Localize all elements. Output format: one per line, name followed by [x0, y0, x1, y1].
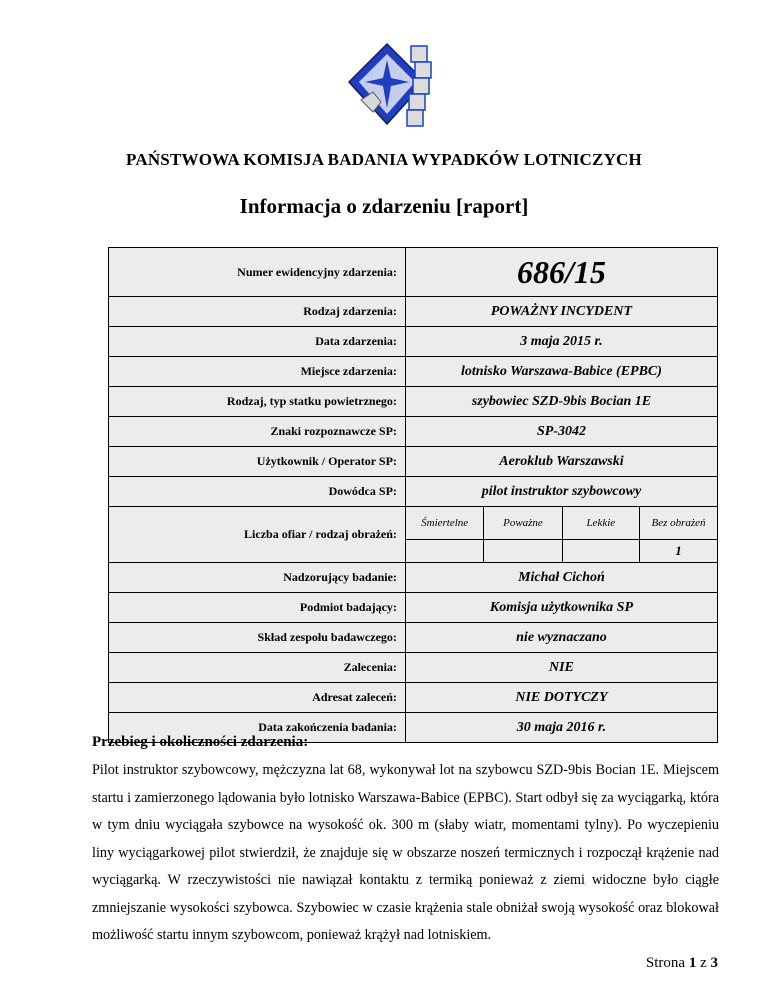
label-zalecenia: Zalecenia:	[109, 653, 406, 683]
label-dowodca: Dowódca SP:	[109, 477, 406, 507]
row-dowodca	[109, 477, 718, 507]
value-rodzaj: POWAŻNY INCYDENT	[405, 297, 717, 327]
row-statek	[109, 387, 718, 417]
injury-col-none: Bez obrażeń	[640, 507, 718, 540]
row-zalecenia	[109, 653, 718, 683]
injury-val-none: 1	[640, 540, 718, 563]
footer-total: 3	[710, 955, 718, 971]
value-statek: szybowiec SZD-9bis Bocian 1E	[405, 387, 717, 417]
injury-val-fatal	[405, 540, 484, 563]
row-znaki	[109, 417, 718, 447]
page-footer	[646, 955, 718, 972]
value-znaki: SP-3042	[405, 417, 717, 447]
label-uzytkownik: Użytkownik / Operator SP:	[109, 447, 406, 477]
value-adresat: NIE DOTYCZY	[405, 683, 717, 713]
label-rodzaj: Rodzaj zdarzenia:	[109, 297, 406, 327]
label-zakonczenie: Data zakończenia badania:	[109, 713, 406, 743]
row-ofiary-headers	[109, 507, 718, 540]
label-sklad: Skład zespołu badawczego:	[109, 623, 406, 653]
injury-col-minor: Lekkie	[562, 507, 640, 540]
footer-separator: z	[700, 955, 707, 971]
row-adresat	[109, 683, 718, 713]
value-uzytkownik: Aeroklub Warszawski	[405, 447, 717, 477]
section-body: Pilot instruktor szybowcowy, mężczyzna lat 68, wykonywał lot na szybowcu SZD-9bis Bocian 1E. Miejscem startu i zamierzonego lądowania było lotnisko Warszawa-Babice (EPBC). Start odbył się za wyciągarką, która w tym dniu wyciągała szybowce na wysokość ok. 300 m (słaby wiatr, momentami tylny). Po wyczepieniu liny wyciągarkowej pilot stwierdził, że znajduje się w obszarze noszeń termicznych i rozpoczął krążenie nad wyciągarką. W rzeczywistości nie nawiązał kontaktu z termiką ponieważ z ziemi widoczne było ciągłe zmniejszanie wysokości szybowca. Szybowiec w czasie krążenia stale obniżał swoją wysokość oraz blokował możliwość startu innym szybowcom, ponieważ krążył nad lotniskiem.	[92, 762, 719, 943]
label-podmiot: Podmiot badający:	[109, 593, 406, 623]
label-nadzorujacy: Nadzorujący badanie:	[109, 563, 406, 593]
label-znaki: Znaki rozpoznawcze SP:	[109, 417, 406, 447]
row-numer	[109, 248, 718, 297]
label-ofiary: Liczba ofiar / rodzaj obrażeń:	[109, 507, 406, 563]
row-miejsce	[109, 357, 718, 387]
row-rodzaj	[109, 297, 718, 327]
section-heading: Przebieg i okoliczności zdarzenia:	[92, 734, 309, 750]
footer-prefix: Strona	[645, 955, 686, 971]
value-sklad: nie wyznaczano	[405, 623, 717, 653]
injury-val-minor	[562, 540, 640, 563]
label-miejsce: Miejsce zdarzenia:	[109, 357, 406, 387]
pkbwl-logo	[347, 42, 447, 132]
value-data: 3 maja 2015 r.	[405, 327, 717, 357]
document-title: Informacja o zdarzeniu [raport]	[239, 194, 529, 218]
row-uzytkownik	[109, 447, 718, 477]
value-miejsce: lotnisko Warszawa-Babice (EPBC)	[405, 357, 717, 387]
injury-col-serious: Poważne	[484, 507, 562, 540]
label-adresat: Adresat zaleceń:	[109, 683, 406, 713]
injury-col-fatal: Śmiertelne	[405, 507, 484, 540]
value-dowodca: pilot instruktor szybowcowy	[405, 477, 717, 507]
row-podmiot	[109, 593, 718, 623]
label-numer: Numer ewidencyjny zdarzenia:	[109, 248, 406, 297]
organization-title: PAŃSTWOWA KOMISJA BADANIA WYPADKÓW LOTNICZYCH	[126, 150, 642, 169]
value-podmiot: Komisja użytkownika SP	[405, 593, 717, 623]
row-sklad	[109, 623, 718, 653]
footer-page: 1	[688, 955, 697, 971]
label-statek: Rodzaj, typ statku powietrznego:	[109, 387, 406, 417]
row-nadzorujacy	[109, 563, 718, 593]
value-numer: 686/15	[405, 248, 717, 297]
value-zalecenia: NIE	[405, 653, 717, 683]
event-info-table	[108, 247, 718, 743]
injury-val-serious	[484, 540, 562, 563]
value-nadzorujacy: Michał Cichoń	[405, 563, 717, 593]
row-data	[109, 327, 718, 357]
value-zakonczenie: 30 maja 2016 r.	[405, 713, 717, 743]
label-data: Data zdarzenia:	[109, 327, 406, 357]
